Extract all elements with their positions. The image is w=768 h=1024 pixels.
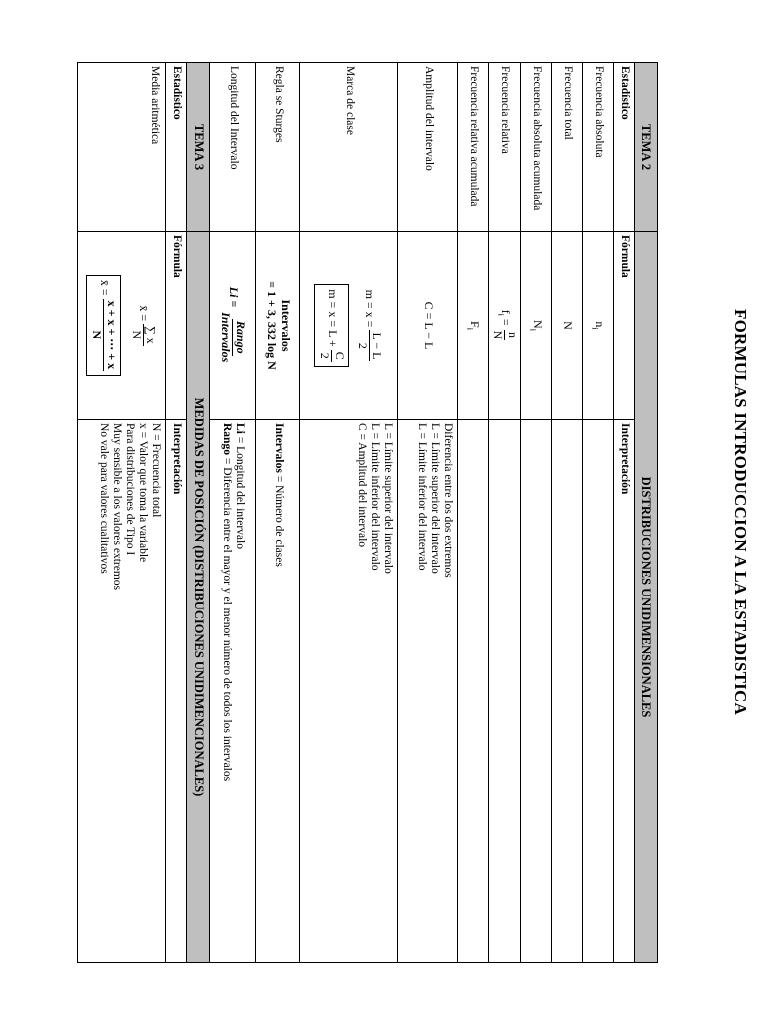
col-header-stat: Estadístico: [166, 63, 187, 232]
interp-line: Para distribuciones de Tipo I: [123, 423, 136, 556]
numerator: Rango: [234, 320, 249, 354]
interp-cell: [552, 420, 583, 963]
interp-line: Diferencia entre los dos extremos: [442, 423, 455, 578]
interp-cell: [78, 420, 166, 963]
fraction: [490, 329, 519, 342]
interp-cell: [489, 420, 521, 963]
stat-cell: Amplitud del intervalo: [398, 63, 458, 232]
boxed-formula: [86, 275, 121, 376]
table-row: [256, 63, 300, 963]
fraction: [355, 330, 384, 361]
formula-cell: C = L − L: [398, 232, 458, 420]
interp-term: Intervalos: [272, 423, 285, 473]
formula-subscript: i: [465, 327, 475, 330]
formula-subscript: i: [590, 327, 600, 330]
table-row: [398, 63, 458, 963]
table-row: [552, 63, 583, 963]
interp-term: Rango: [220, 423, 233, 455]
interp-line: [233, 423, 246, 959]
interp-line: No vale para valores cualitativos: [97, 423, 110, 574]
fraction: [219, 310, 248, 364]
table-row: [300, 63, 398, 963]
denominator: N: [129, 330, 144, 340]
col-header-stat: Estadístico: [614, 63, 635, 232]
col-header-formula: Fórmula: [614, 232, 635, 420]
formula-cell: [256, 232, 300, 420]
stat-cell: Frecuencia relativa acumulada: [458, 63, 489, 232]
formula-text: Li =: [227, 286, 242, 308]
interp-cell: [300, 420, 398, 963]
denominator: Intervalos: [219, 312, 234, 363]
formula-line: [129, 235, 158, 416]
formula-cell: $f_i$ = n N: [489, 232, 521, 420]
table-row: [78, 63, 166, 963]
interp-text: = Longitud del intervalo: [234, 433, 247, 549]
interp-cell: [458, 420, 489, 963]
formula-text: x̄ =: [137, 305, 152, 322]
tema2-label: TEMA 2: [635, 63, 658, 232]
boxed-formula: [314, 284, 349, 367]
tema3-column-headers: [166, 63, 187, 963]
stat-cell: Frecuencia absoluta: [583, 63, 614, 232]
formula-symbol: N: [530, 320, 545, 329]
formula-text: m = x = L +: [325, 289, 340, 347]
numerator: ∑ x: [144, 326, 159, 344]
formula-subscript: i: [496, 313, 506, 316]
formula-text: x̄ =: [97, 279, 112, 296]
formula-table: [77, 62, 658, 963]
formula-cell: N: [552, 232, 583, 420]
interp-line: N = Frecuencia total: [150, 423, 163, 518]
tema2-column-headers: [614, 63, 635, 963]
table-row: [489, 63, 521, 963]
interp-cell: [583, 420, 614, 963]
numerator: x + x + ⋯ + x: [104, 300, 119, 370]
tema3-section-title: MEDIDAS DE POSICIÓN (DISTRIBUCIONES UNIDIMENCIONALES): [187, 232, 210, 963]
interp-cell: [256, 420, 300, 963]
tema3-label: TEMA 3: [187, 63, 210, 232]
interp-cell: [398, 420, 458, 963]
stat-cell: Frecuencia absoluta acumulada: [521, 63, 552, 232]
formula-line: [355, 235, 384, 416]
numerator: n: [506, 332, 520, 338]
col-header-interp: Interpretación: [166, 420, 187, 963]
stat-cell: Longitud del Intervalo: [210, 63, 256, 232]
interp-line: [220, 423, 233, 959]
denominator: N: [90, 330, 105, 340]
col-header-formula: Fórmula: [166, 232, 187, 420]
stat-cell: Frecuencia total: [552, 63, 583, 232]
interp-line: L = Límite superior del intervalo: [382, 423, 395, 574]
numerator: L − L: [370, 332, 385, 360]
stat-cell: Regla se Sturges: [256, 63, 300, 232]
formula-cell: [583, 232, 614, 420]
stat-cell: Media aritmética: [78, 63, 166, 232]
formula-cell: [78, 232, 166, 420]
table-row: [458, 63, 489, 963]
formula-cell: [300, 232, 398, 420]
formula-symbol: F: [468, 321, 483, 328]
table-row: [210, 63, 256, 963]
stat-cell: Marca de clase: [300, 63, 398, 232]
formula-cell: [210, 232, 256, 420]
denominator: 2: [355, 342, 370, 349]
interp-line: L = Límite superior del intervalo: [429, 423, 442, 574]
interp-line: Muy sensible a los valores extremos: [110, 423, 123, 591]
interp-cell: [210, 420, 256, 963]
table-row: [583, 63, 614, 963]
interp-line: L = Límite inferior del intervalo: [369, 423, 382, 571]
table-row: [521, 63, 552, 963]
denominator: 2: [318, 352, 333, 359]
formula-text: m = x =: [363, 289, 378, 328]
interp-line: C = Amplitud del intervalo: [355, 423, 368, 548]
stat-cell: Frecuencia relativa: [489, 63, 521, 232]
formula-cell: [521, 232, 552, 420]
tema2-section-title: DISTRIBUCIONES UNIDIMENSIONALES: [635, 232, 658, 963]
page-title: FORMULAS INTRODUCCION A LA ESTADISTICA: [731, 309, 750, 715]
fraction: [317, 350, 346, 362]
fraction: [129, 324, 158, 346]
fraction: [89, 299, 118, 372]
interp-text: = Diferencia entre el mayor y el menor número de todos los intervalos: [220, 454, 233, 782]
formula-line: Intervalos: [278, 299, 293, 352]
interp-term: Li: [234, 423, 247, 434]
col-header-interp: Interpretación: [614, 420, 635, 963]
interp-line: L = Límite inferior del intervalo: [415, 423, 428, 571]
formula-cell: [458, 232, 489, 420]
denominator: N: [491, 330, 506, 340]
tema3-header-row: [187, 63, 210, 963]
interp-text: = Número de clases: [272, 472, 285, 567]
formula-symbol: f: [498, 309, 513, 314]
formula-subscript: i: [528, 328, 538, 331]
interp-cell: [521, 420, 552, 963]
formula-line: = 1 + 3, 332 log N: [264, 281, 279, 370]
tema2-header-row: [635, 63, 658, 963]
formula-symbol: n: [592, 321, 607, 328]
numerator: C: [332, 351, 347, 360]
interp-line: x = Valor que toma la variable: [137, 423, 150, 563]
